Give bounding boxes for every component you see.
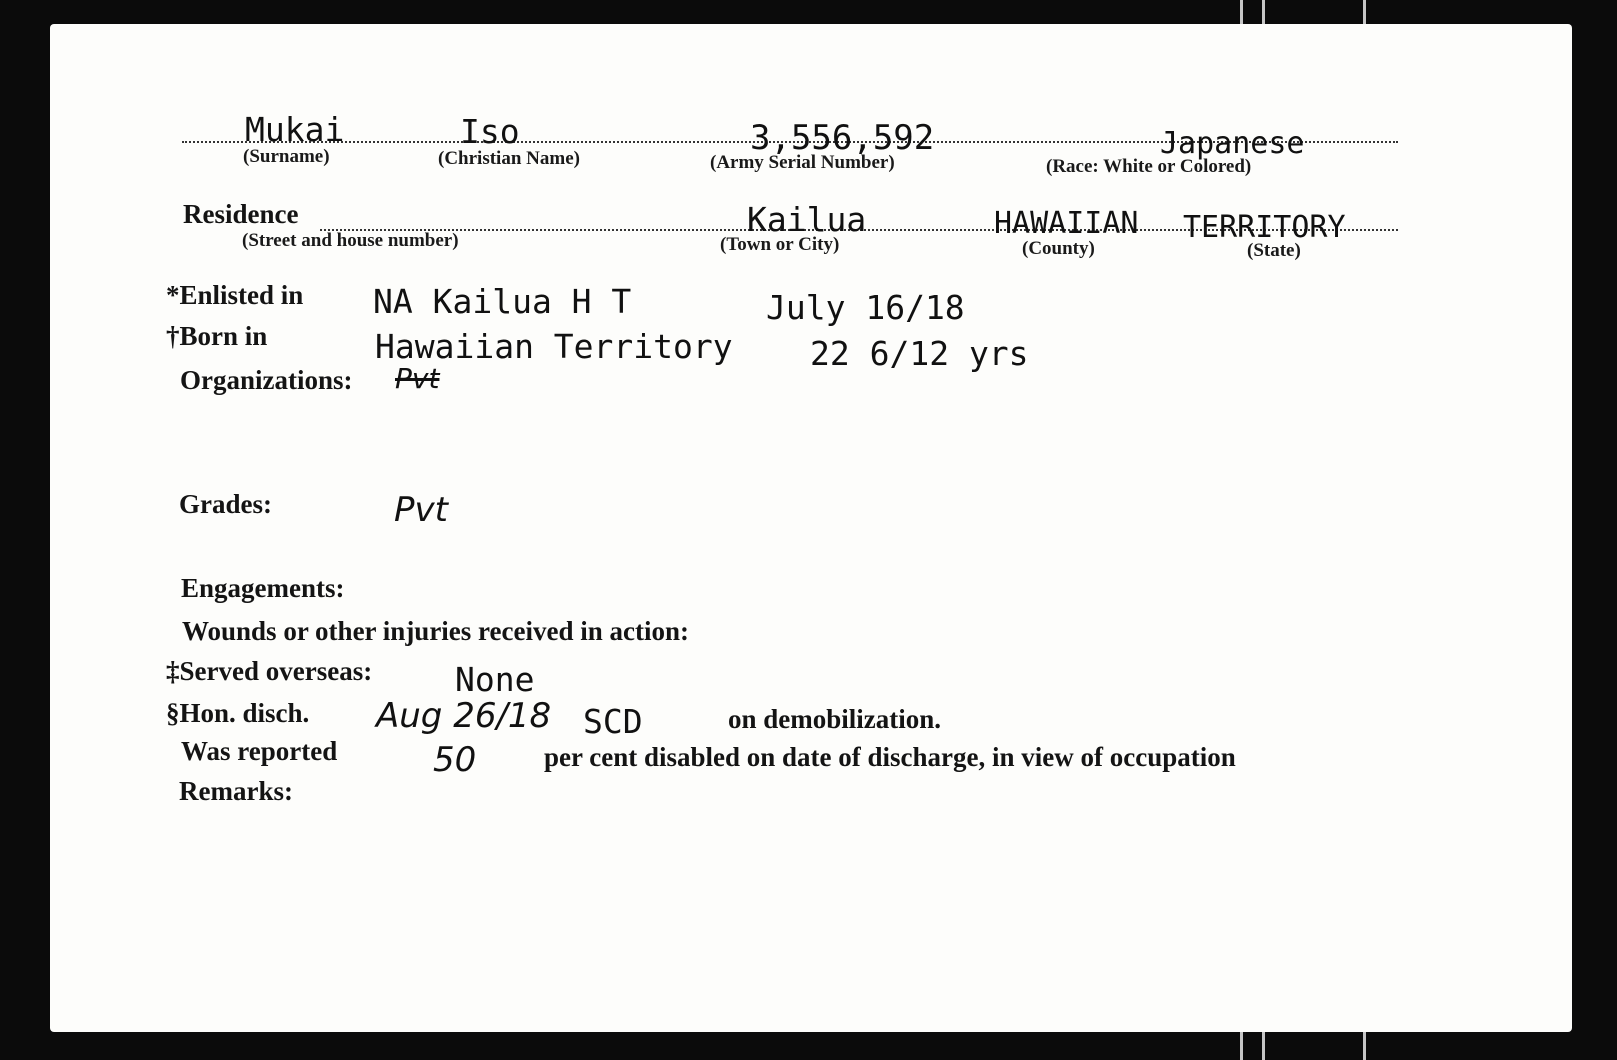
- record-card: [50, 24, 1572, 1032]
- enlisted-date-value: July 16/18: [766, 288, 965, 327]
- state-caption: (State): [1247, 240, 1301, 261]
- christian-name-value: Iso: [460, 112, 520, 151]
- engagements-label: Engagements:: [181, 573, 345, 603]
- born-label: †Born in: [166, 321, 268, 351]
- serial-number-caption: (Army Serial Number): [710, 152, 895, 173]
- served-overseas-value: None: [455, 660, 535, 699]
- hon-disch-date-value: Aug 26/18: [376, 696, 552, 736]
- organizations-value: Pvt: [395, 362, 440, 395]
- grades-value: Pvt: [394, 490, 448, 530]
- race-caption: (Race: White or Colored): [1046, 156, 1252, 177]
- enlisted-place-value: NA Kailua H T: [373, 282, 632, 321]
- remarks-label: Remarks:: [179, 776, 293, 806]
- hon-disch-suffix: on demobilization.: [728, 704, 942, 734]
- state-value: TERRITORY: [1183, 210, 1346, 245]
- reported-label: Was reported: [181, 736, 338, 766]
- organizations-label: Organizations:: [180, 365, 353, 395]
- county-caption: (County): [1022, 238, 1095, 259]
- county-value: HAWAIIAN: [994, 206, 1139, 241]
- born-age-value: 22 6/12 yrs: [810, 334, 1029, 373]
- hon-disch-reason-value: SCD: [583, 702, 643, 741]
- disability-percent-value: 50: [433, 740, 477, 780]
- street-caption: (Street and house number): [242, 230, 459, 251]
- born-place-value: Hawaiian Territory: [375, 327, 733, 366]
- residence-label: Residence: [183, 199, 299, 229]
- enlisted-label: *Enlisted in: [166, 280, 304, 310]
- served-overseas-label: ‡Served overseas:: [166, 656, 373, 686]
- grades-label: Grades:: [179, 489, 272, 519]
- wounds-label: Wounds or other injuries received in action:: [182, 616, 690, 646]
- town-caption: (Town or City): [720, 234, 840, 255]
- race-value: Japanese: [1160, 126, 1305, 161]
- hon-disch-label: §Hon. disch.: [166, 698, 310, 728]
- surname-caption: (Surname): [243, 146, 330, 167]
- reported-suffix: per cent disabled on date of discharge, in view of occupation: [544, 742, 1236, 772]
- town-value: Kailua: [747, 200, 867, 239]
- serial-number-value: 3,556,592: [750, 118, 935, 158]
- christian-name-caption: (Christian Name): [438, 148, 580, 169]
- surname-value: Mukai: [245, 110, 345, 149]
